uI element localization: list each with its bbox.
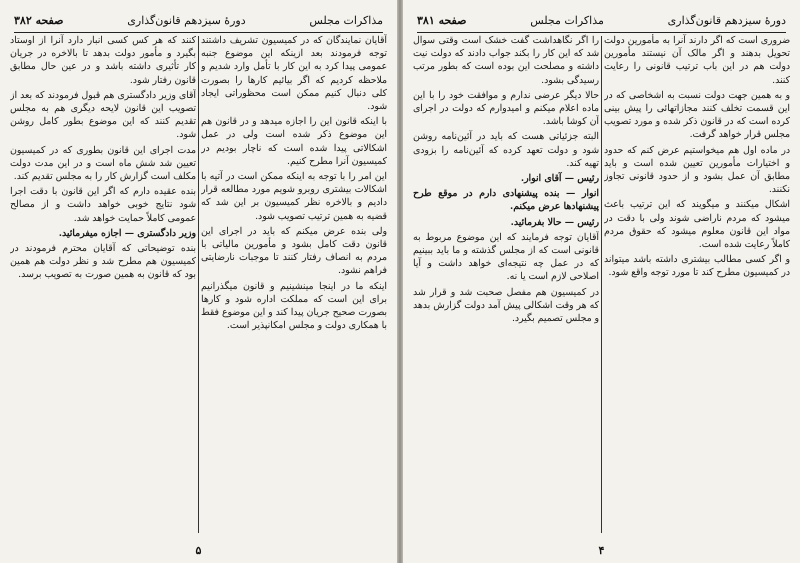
left-page-left-column: [10, 34, 196, 537]
paragraph: اشکال میکنند و میگویند که این ترتیب باعث میشود که مردم ناراضی شوند ولی با دقت در مواد این قانون معلوم میشود که حقوق مردم کاملاً رعایت شده است.: [604, 199, 790, 251]
left-page-right-column: [201, 34, 387, 537]
page-number-label: صفحه ۳۸۲: [14, 13, 64, 27]
right-page-right-column: [604, 34, 790, 537]
paragraph: ضروری است که اگر دارند آنرا به مأمورین دولت تحویل بدهند و اگر مالک آن نیستند مأمورین دولت هم در این باب ترتیب قانونی را رعایت کنند.: [604, 35, 790, 86]
left-page: [0, 0, 397, 563]
paragraph: آقای وزیر دادگستری هم قبول فرمودند که بعد از تصویب این قانون لایحه دیگری هم به مجلس تقدیم کنند که این موضوع بطور کامل روشن شود.: [10, 89, 196, 141]
paragraph: را اگر نگاهداشت گفت خشک است وقتی سوال شد که این کار را بکند جواب دادند که دولت نیت داشته و مصلحت این بوده است که بطور مرتب رسیدگی بشود.: [413, 35, 599, 86]
column-divider: [198, 36, 199, 533]
paragraph: در کمیسیون هم مفصل صحبت شد و قرار شد که هر وقت اشکالی پیش آمد دولت گزارش بدهد و مجلس تصمیم بگیرد.: [413, 286, 599, 325]
paragraph: کنند که هر کس کسی انبار دارد آنرا از اوستاد بگیرد و مأمور دولت بدهد تا بالاخره در جریان کار تأثیری داشته باشد و در عین حال مطابق قانون رفتار شود.: [10, 35, 196, 86]
paragraph: با اینکه قانون این را اجازه میدهد و در قانون هم این موضوع ذکر شده است ولی در عمل اشکالاتی پیدا شده است که ناچار بودیم در کمیسیون آنرا مطرح کنیم.: [201, 116, 387, 167]
page-footer-number: ۴: [598, 544, 605, 557]
speaker-line: وزیر دادگستری — اجازه میفرمائید.: [58, 227, 196, 239]
paragraph: در ماده اول هم میخواستیم عرض کنم که حدود و اختیارات مأمورین تعیین شده است و باید مطابق آن عمل بشود و از حدود قانونی تجاوز نکنند.: [604, 144, 790, 196]
session-label: دورهٔ سیزدهم قانون‌گذاری: [667, 13, 786, 27]
paragraph: اینکه ما در اینجا مینشینیم و قانون میگذرانیم برای این است که مملکت اداره شود و کارها بصورت صحیح جریان پیدا کند و این موضوع فقط با همکاری دولت و مجلس امکانپذیر است.: [201, 280, 387, 332]
right-page-left-column: [413, 34, 599, 537]
paragraph: و به همین جهت دولت نسبت به اشخاصی که در این قسمت تخلف کنند مجازاتهائی را پیش بینی کرده است که در قانون ذکر شده و مورد تصویب مجلس قرار خواهد گرفت.: [604, 89, 790, 141]
paragraph: ولی بنده عرض میکنم که باید در اجرای این قانون دقت کامل بشود و مأمورین مالیاتی با مردم به انصاف رفتار کنند تا موجبات نارضایتی فراهم نشود.: [201, 225, 387, 277]
speaker-line: انوار — بنده پیشنهادی دارم در موقع طرح پیشنهادها عرض میکنم.: [413, 188, 599, 213]
session-label: دورهٔ سیزدهم قانون‌گذاری: [127, 13, 246, 27]
paragraph: آقایان نمایندگان که در کمیسیون تشریف داشتند توجه فرمودند بعد ازینکه این موضوع جنبه عمومی پیدا کرد به این کار با تأمل وارد شدیم و ملاحظه کردیم که اگر بیائیم کارها را بصورت کلی دنبال کنیم ممکن است محظوراتی ایجاد شود.: [201, 35, 387, 113]
paragraph: مدت اجرای این قانون بطوری که در کمیسیون تعیین شد شش ماه است و در این مدت دولت مکلف است گزارش کار را به مجلس تقدیم کند.: [10, 144, 196, 183]
running-title: مذاکرات مجلس: [530, 13, 604, 27]
paragraph: و اگر کسی مطالب بیشتری داشته باشد میتواند در کمیسیون مطرح کند تا مورد توجه واقع شود.: [604, 254, 790, 279]
page-number-label: صفحه ۳۸۱: [417, 13, 467, 27]
running-title: مذاکرات مجلس: [309, 13, 383, 27]
paragraph: آقایان توجه فرمایند که این موضوع مربوط به قانونی است که از مجلس گذشته و ما باید ببینیم که در عمل چه نتیجه‌ای خواهد داشت و آیا اصلاحی لازم است یا نه.: [413, 231, 599, 283]
column-divider: [601, 36, 602, 533]
speaker-line: رئیس — آقای انوار.: [520, 173, 599, 185]
left-page-header: [14, 8, 383, 33]
speaker-line: رئیس — حالا بفرمائید.: [510, 216, 599, 228]
page-footer-number: ۵: [195, 544, 202, 557]
paragraph: این امر را با توجه به اینکه ممکن است در آتیه با اشکالات بیشتری روبرو شویم مورد مطالعه قرار دادیم و بالاخره نظر کمیسیون بر این شد که قضیه به همین ترتیب تصویب شود.: [201, 171, 387, 222]
paragraph: بنده عقیده دارم که اگر این قانون با دقت اجرا شود نتایج خوبی خواهد داشت و از مصالح عمومی کاملاً حمایت خواهد شد.: [10, 186, 196, 224]
right-page-header: [417, 8, 786, 33]
paragraph: بنده توضیحاتی که آقایان محترم فرمودند در کمیسیون هم مطرح شد و نظر دولت هم همین بود که قانون به همین صورت به تصویب برسد.: [10, 243, 196, 281]
paragraph: البته جزئیاتی هست که باید در آئین‌نامه روشن شود و دولت تعهد کرده که آئین‌نامه را بزودی تهیه کند.: [413, 131, 599, 169]
right-page: [403, 0, 800, 563]
paragraph: حالا دیگر عرضی ندارم و موافقت خود را با این ماده اعلام میکنم و امیدوارم که دولت در اجرای آن کوشا باشد.: [413, 89, 599, 128]
